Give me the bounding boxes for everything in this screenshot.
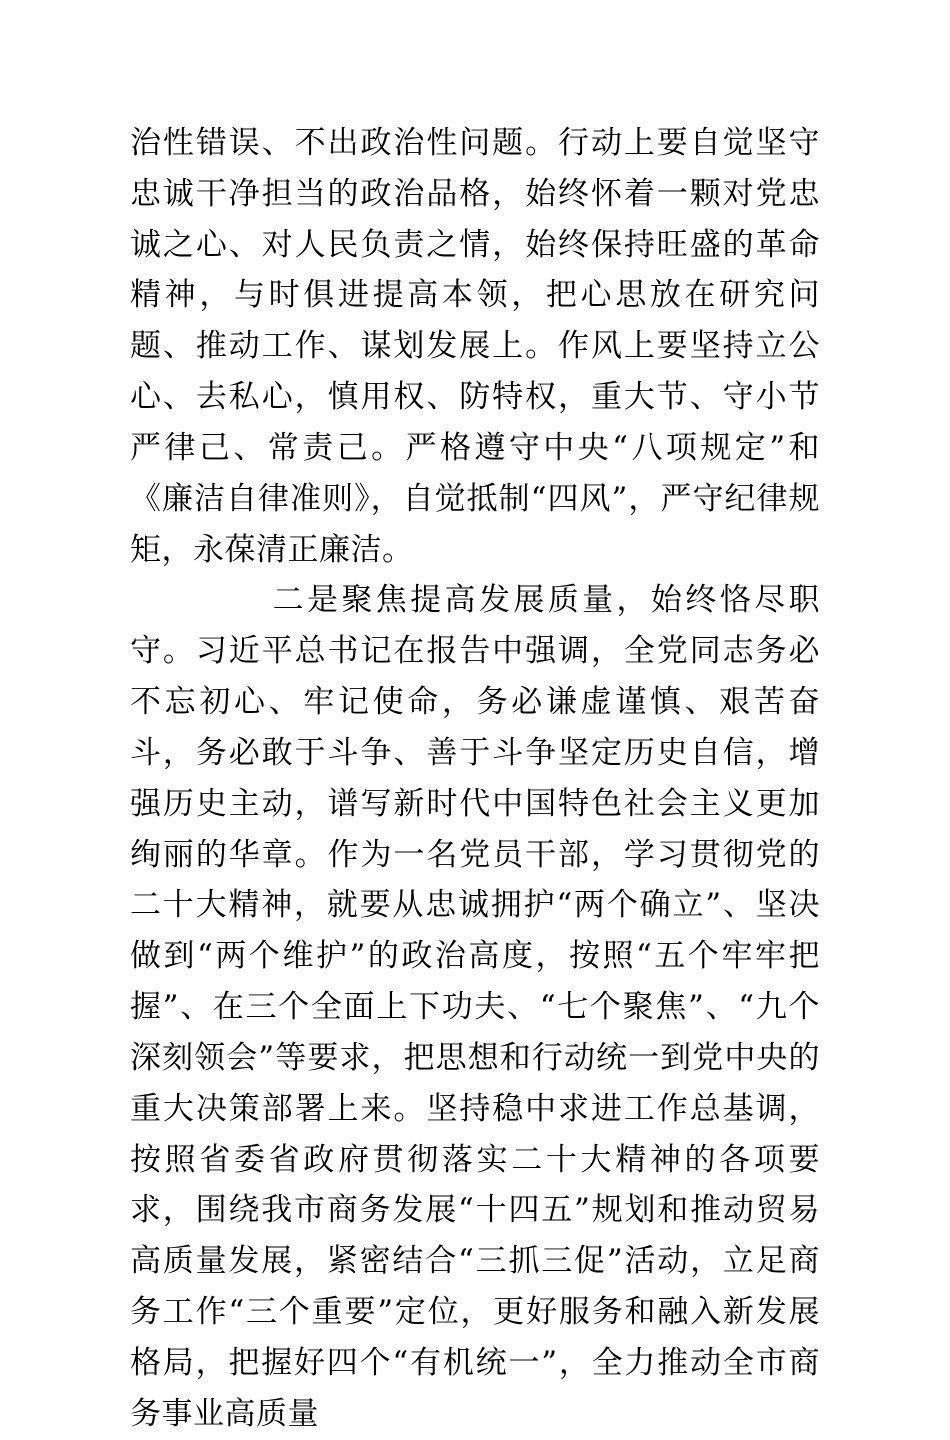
paragraph-2: 二是聚焦提高发展质量，始终恪尽职守。习近平总书记在报告中强调，全党同志务必不忘初心、牢记使命，务必谦虚谨慎、艰苦奋斗，务必敢于斗争、善于斗争坚定历史自信，增强历史主动，谱写新时代中国特色社会主义更加绚丽的华章。作为一名党员干部，学习贯彻党的二十大精神，就要从忠诚拥护“两个确立”、坚决做到“两个维护”的政治高度，按照“五个牢牢把握”、在三个全面上下功夫、“七个聚焦”、“九个深刻领会”等要求，把思想和行动统一到党中央的重大决策部署上来。坚持稳中求进工作总基调，按照省委省政府贯彻落实二十大精神的各项要求，围绕我市商务发展“十四五”规划和推动贸易高质量发展，紧密结合“三抓三促”活动，立足商务工作“三个重要”定位，更好服务和融入新发展格局，把握好四个“有机统一”，全力推动全市商务事业高质量 [130,582,820,1432]
document-body [130,118,820,1440]
paragraph-1: 治性错误、不出政治性问题。行动上要自觉坚守忠诚干净担当的政治品格，始终怀着一颗对党忠诚之心、对人民负责之情，始终保持旺盛的革命精神，与时俱进提高本领，把心思放在研究问题、推动工作、谋划发展上。作风上要坚持立公心、去私心，慎用权、防特权，重大节、守小节严律己、常责己。严格遵守中央“八项规定”和《廉洁自律准则》，自觉抵制“四风”，严守纪律规矩，永葆清正廉洁。 [130,125,820,568]
